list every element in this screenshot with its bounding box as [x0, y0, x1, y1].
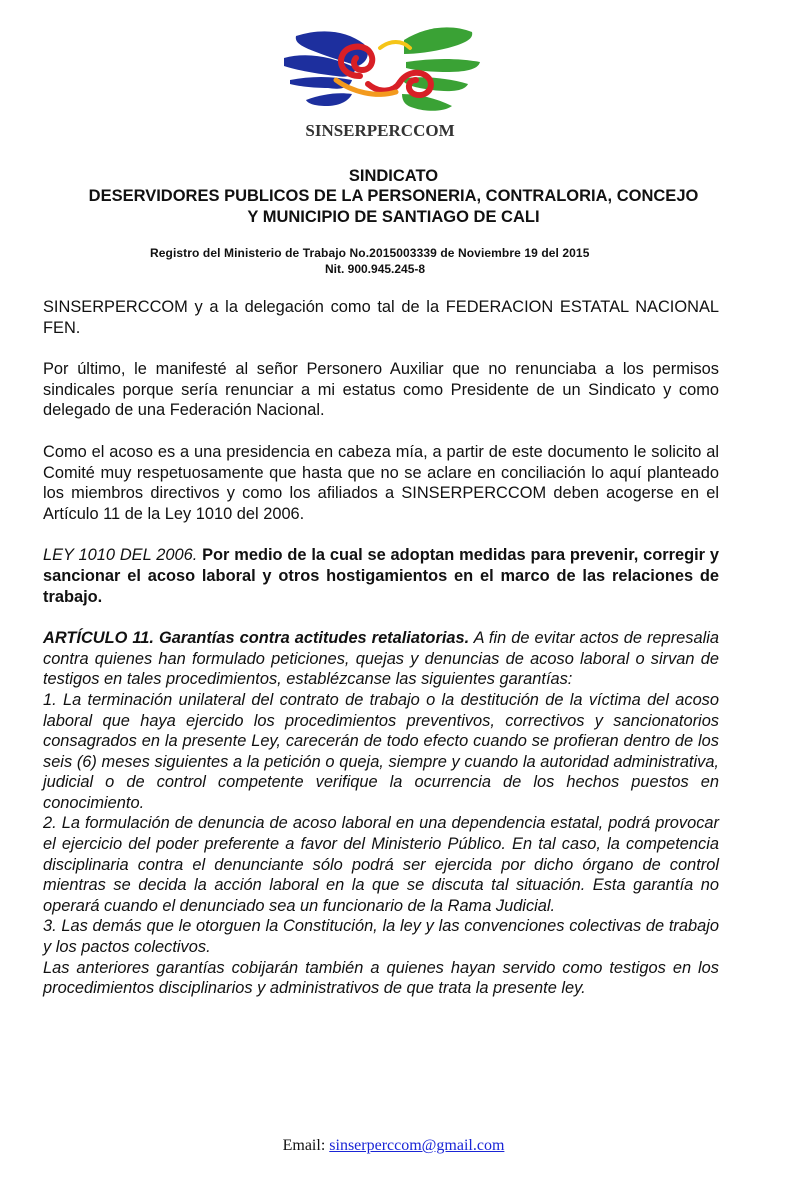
- article-intro: A fin de evitar actos de represalia contra quienes han formulado peticiones, quejas y denuncias de acoso laboral o sirvan de testigos en tales procedimientos, establézcanse las siguientes garantías:: [43, 629, 719, 689]
- logo-wordmark: SINSERPERCCOM: [305, 121, 455, 140]
- ley-title: LEY 1010 DEL 2006.: [43, 546, 198, 565]
- header-line-2: DESERVIDORES PUBLICOS DE LA PERSONERIA, CONTRALORIA, CONCEJO: [88, 187, 699, 205]
- footer-email-link[interactable]: sinserperccom@gmail.com: [329, 1137, 505, 1154]
- header-line-3: Y MUNICIPIO DE SANTIAGO DE CALI: [247, 208, 540, 226]
- article-item-2: 2. La formulación de denuncia de acoso laboral en una dependencia estatal, podrá provocar el ejercicio del poder preferente a favor del Ministerio Público. En tal caso, la competencia disciplinaria contra el denunciante sólo podrá ser ejercida por dicho órgano de control mientras se decida la acción laboral en la que se discuta tal situación. Esta garantía no operará cuando el denunciado sea un funcionario de la Rama Judicial.: [43, 814, 719, 915]
- paragraph-2: Por último, le manifesté al señor Personero Auxiliar que no renunciaba a los permisos sindicales porque sería renunciar a mi estatus como Presidente de un Sindicato y como delegado de una Federación Nacional.: [43, 360, 719, 420]
- footer: [0, 1137, 787, 1155]
- header-line-1: SINDICATO: [348, 167, 439, 185]
- document-body: [43, 297, 719, 999]
- article-item-3: 3. Las demás que le otorguen la Constitución, la ley y las convenciones colectivas de trabajo y los pactos colectivos.: [43, 917, 719, 957]
- article-paragraph: [43, 628, 719, 690]
- article-item-1: 1. La terminación unilateral del contrato de trabajo o la destitución de la víctima del acoso laboral que haya ejercido los procedimientos preventivos, correctivos y sancionatorios consagrados en la presente Ley, carecerán de todo efecto cuando se profieran dentro de los seis (6) meses siguientes a la petición o queja, siempre y cuando la autoridad administrativa, judicial o de control competente verifique la ocurrencia de los hechos puestos en conocimiento.: [43, 690, 719, 812]
- ley-description: Por medio de la cual se adoptan medidas para prevenir, corregir y sancionar el acoso laboral y otros hostigamientos en el marco de las relaciones de trabajo.: [43, 546, 719, 606]
- nit-line: Nit. 900.945.245-8: [325, 262, 426, 276]
- paragraph-3: Como el acoso es a una presidencia en cabeza mía, a partir de este documento le solicito al Comité muy respetuosamente que hasta que no se aclare en conciliación lo aquí planteado los miembros directivos y como los afiliados a SINSERPERCCOM deben acogerse en el Artículo 11 de la Ley 1010 del 2006.: [43, 442, 719, 523]
- article-title: ARTÍCULO 11. Garantías contra actitudes retaliatorias.: [43, 629, 470, 648]
- union-logo: [270, 18, 510, 138]
- registro-line: Registro del Ministerio de Trabajo No.2015003339 de Noviembre 19 del 2015: [150, 246, 590, 260]
- paragraph-1: SINSERPERCCOM y a la delegación como tal de la FEDERACION ESTATAL NACIONAL FEN.: [43, 298, 719, 337]
- footer-email-label: Email:: [282, 1137, 330, 1154]
- ley-paragraph: [43, 545, 719, 607]
- article-closing: Las anteriores garantías cobijarán también a quienes hayan servido como testigos en los procedimientos disciplinarios y administrativos de que trata la presente ley.: [43, 958, 719, 998]
- hands-spiral-logo-icon: [276, 18, 486, 118]
